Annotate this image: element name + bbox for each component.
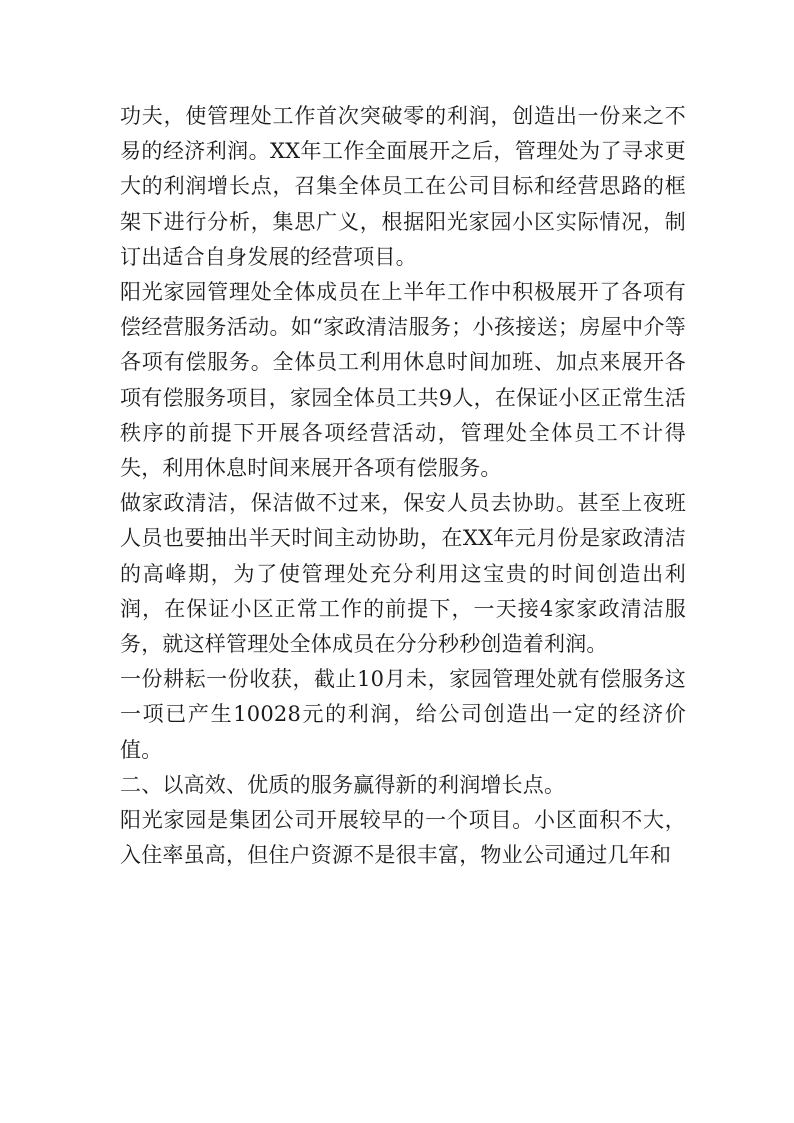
paragraph-2: 阳光家园管理处全体成员在上半年工作中积极展开了各项有偿经营服务活动。如“家政清洁服务；小孩接送；房屋中介等各项有偿服务。全体员工利用休息时间加班、加点来展开各项有偿服务项目，家园全体员工共9人，在保证小区正常生活秩序的前提下开展各项经营活动，管理处全体员工不计得失，利用休息时间来展开各项有偿服务。 (120, 280, 686, 481)
section-heading: 二、以高效、优质的服务赢得新的利润增长点。 (120, 772, 566, 797)
paragraph-5: 阳光家园是集团公司开展较早的一个项目。小区面积不大，入住率虽高，但住户资源不是很丰富，物业公司通过几年和 (120, 808, 686, 868)
paragraph-3: 做家政清洁，保洁做不过来，保安人员去协助。甚至上夜班人员也要抽出半天时间主动协助，在XX年元月份是家政清洁的高峰期，为了使管理处充分利用这宝贵的时间创造出利润，在保证小区正常工作的前提下，一天接4家家政清洁服务，就这样管理处全体成员在分分秒秒创造着利润。 (120, 491, 686, 657)
document-body (120, 99, 686, 873)
paragraph-1: 功夫，使管理处工作首次突破零的利润，创造出一份来之不易的经济利润。XX年工作全面展开之后，管理处为了寻求更大的利润增长点，召集全体员工在公司目标和经营思路的框架下进行分析，集思广义，根据阳光家园小区实际情况，制订出适合自身发展的经营项目。 (120, 104, 686, 269)
paragraph-4: 一份耕耘一份收获，截止10月未，家园管理处就有偿服务这一项已产生10028元的利润，给公司创造出一定的经济价值。 (120, 667, 686, 762)
